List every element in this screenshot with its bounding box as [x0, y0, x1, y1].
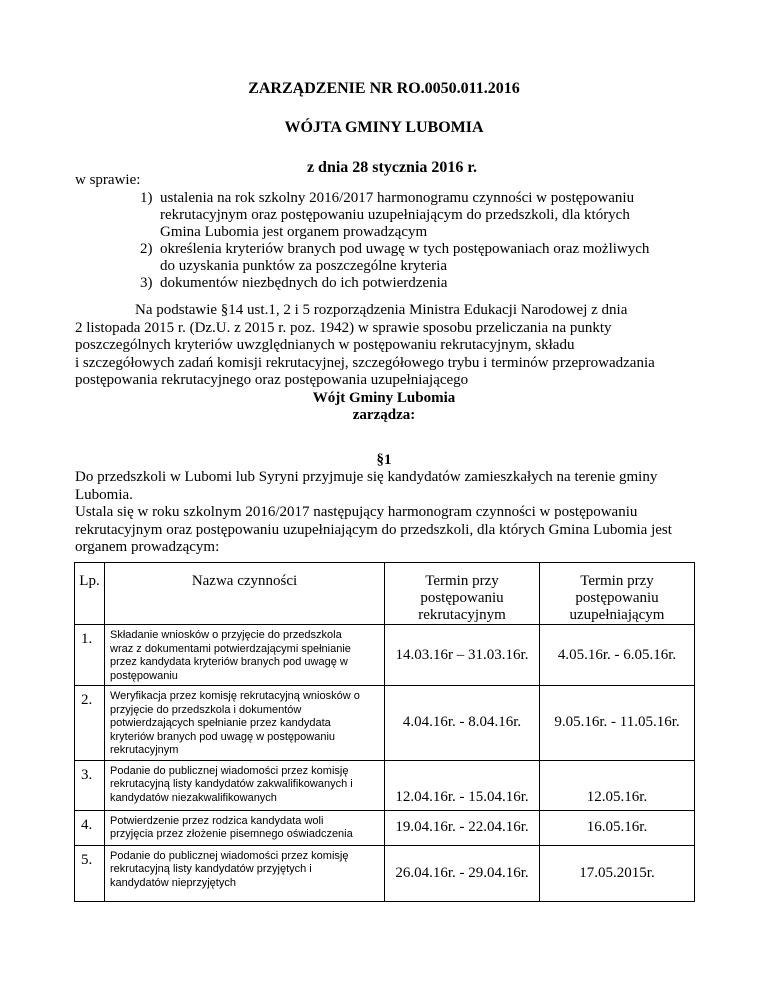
desc-line: rekrutacyjną listy kandydatów zakwalifikowanych i — [110, 778, 353, 790]
header-line: Termin przy — [580, 573, 654, 589]
legal-basis-line: i szczegółowych zadań komisji rekrutacyjnej, szczegółowego trybu i terminów przeprowadzania — [75, 354, 655, 371]
row-description — [105, 845, 385, 901]
desc-line: przyjęcia przez złożenie pisemnego oświadczenia — [110, 828, 353, 840]
document-issuer: WÓJTA GMINY LUBOMIA — [284, 119, 484, 136]
row-description — [105, 686, 385, 761]
row-supplementary-term: 17.05.2015r. — [540, 845, 695, 901]
desc-line: Potwierdzenie przez rodzica kandydata woli — [110, 814, 324, 827]
section-1-line: Do przedszkoli w Lubomi lub Syryni przyjmuje się kandydatów zamieszkałych na terenie gminy — [75, 469, 658, 485]
section-1-line: Lubomia. — [75, 486, 133, 503]
row-number: 3. — [75, 760, 105, 810]
section-1-text — [75, 469, 695, 557]
section-1-line: organem prowadzącym: — [75, 539, 220, 555]
desc-line: potwierdzających spełnianie przez kandydata — [110, 717, 331, 729]
desc-line: wraz z dokumentami potwierdzającymi spełnianie — [110, 642, 351, 655]
decree-authority: Wójt Gminy Lubomia — [312, 390, 456, 406]
subject-item-line: określenia kryteriów branych pod uwagę w tych postępowaniach oraz możliwych — [160, 241, 650, 257]
desc-line: rekrutacyjną listy kandydatów przyjętych i — [110, 863, 312, 875]
desc-line: rekrutacyjnym — [110, 744, 179, 756]
subject-item-line: Gmina Lubomia jest organem prowadzącym — [160, 224, 428, 240]
desc-line: przez kandydata kryteriów branych pod uwagę w — [110, 656, 348, 668]
table-row — [75, 625, 695, 686]
desc-line: Podanie do publicznej wiadomości przez komisję — [110, 764, 349, 777]
decree-heading — [0, 390, 768, 424]
subject-item — [140, 241, 649, 275]
subject-item-line: do uzyskania punktów za poszczególne kryteria — [160, 258, 447, 274]
row-recruitment-term: 26.04.16r. - 29.04.16r. — [385, 845, 540, 901]
row-supplementary-term: 12.05.16r. — [540, 760, 695, 810]
header-activity-name: Nazwa czynności — [105, 563, 385, 625]
subject-item-line: ustalenia na rok szkolny 2016/2017 harmonogramu czynności w postępowaniu — [160, 190, 635, 206]
header-recruitment-term — [385, 563, 540, 625]
subject-item-number: 1) — [140, 190, 153, 206]
desc-line: kandydatów nieprzyjętych — [110, 876, 236, 889]
subject-item-line: rekrutacyjnym oraz postępowaniu uzupełniającym do przedszkoli, dla których — [160, 207, 630, 223]
desc-line: kryteriów branych pod uwagę w postępowaniu — [110, 730, 336, 743]
table-header-row — [75, 563, 695, 625]
subject-item — [140, 275, 649, 292]
header-line: postępowaniu — [420, 590, 504, 606]
section-1-line: Ustala się w roku szkolnym 2016/2017 następujący harmonogram czynności w postępowaniu — [75, 504, 638, 520]
desc-line: Weryfikacja przez komisję rekrutacyjną wniosków o — [110, 690, 360, 702]
subject-item — [140, 190, 649, 241]
header-line: uzupełniającym — [569, 607, 665, 623]
row-recruitment-term: 14.03.16r – 31.03.16r. — [385, 625, 540, 686]
row-number: 1. — [75, 625, 105, 686]
legal-basis-line: postępowania rekrutacyjnego oraz postępowania uzupełniającego — [75, 372, 469, 388]
table-row — [75, 810, 695, 845]
row-recruitment-term: 4.04.16r. - 8.04.16r. — [385, 686, 540, 761]
document-date: z dnia 28 stycznia 2016 r. — [306, 159, 478, 176]
document-title: ZARZĄDZENIE NR RO.0050.011.2016 — [248, 80, 520, 97]
legal-basis-line: 2 listopada 2015 r. (Dz.U. z 2015 r. poz. 1942) w sprawie sposobu przeliczania na punkty — [75, 319, 612, 336]
header-supplementary-term — [540, 563, 695, 625]
desc-line: przyjęcie do przedszkola i dokumentów — [110, 703, 302, 716]
section-mark: §1 — [376, 452, 392, 468]
row-number: 5. — [75, 845, 105, 901]
row-description — [105, 625, 385, 686]
subject-list — [140, 190, 649, 292]
table-row — [75, 845, 695, 901]
row-supplementary-term: 4.05.16r. - 6.05.16r. — [540, 625, 695, 686]
legal-basis-line: poszczególnych kryteriów uwzględnianych w postępowaniu rekrutacyjnym, składu — [75, 337, 575, 353]
legal-basis — [75, 302, 695, 390]
header-line: postępowaniu — [575, 590, 659, 606]
section-1-line: rekrutacyjnym oraz postępowaniu uzupełniającym do przedszkoli, dla których Gmina Lubomia jest — [75, 521, 672, 538]
subject-item-number: 2) — [140, 241, 153, 257]
legal-basis-line: Na podstawie §14 ust.1, 2 i 5 rozporządzenia Ministra Edukacji Narodowej z dnia — [135, 302, 628, 318]
row-supplementary-term: 9.05.16r. - 11.05.16r. — [540, 686, 695, 761]
desc-line: Podanie do publicznej wiadomości przez komisję — [110, 849, 349, 862]
header-line: rekrutacyjnym — [418, 607, 506, 623]
row-supplementary-term: 16.05.16r. — [540, 810, 695, 845]
row-description — [105, 760, 385, 810]
schedule-table — [74, 562, 695, 902]
row-number: 2. — [75, 686, 105, 761]
row-recruitment-term: 19.04.16r. - 22.04.16r. — [385, 810, 540, 845]
header-line: Termin przy — [425, 573, 499, 589]
subject-item-number: 3) — [140, 275, 153, 291]
decree-verb: zarządza: — [352, 407, 416, 423]
table-row — [75, 760, 695, 810]
row-description — [105, 810, 385, 845]
desc-line: Składanie wniosków o przyjęcie do przedszkola — [110, 629, 342, 641]
subject-label: w sprawie: — [75, 172, 141, 188]
desc-line: postępowaniu — [110, 669, 178, 682]
table-row — [75, 686, 695, 761]
desc-line: kandydatów niezakwalifikowanych — [110, 791, 277, 804]
subject-item-line: dokumentów niezbędnych do ich potwierdzenia — [160, 275, 448, 291]
header-lp: Lp. — [75, 563, 105, 625]
row-recruitment-term: 12.04.16r. - 15.04.16r. — [385, 760, 540, 810]
row-number: 4. — [75, 810, 105, 845]
